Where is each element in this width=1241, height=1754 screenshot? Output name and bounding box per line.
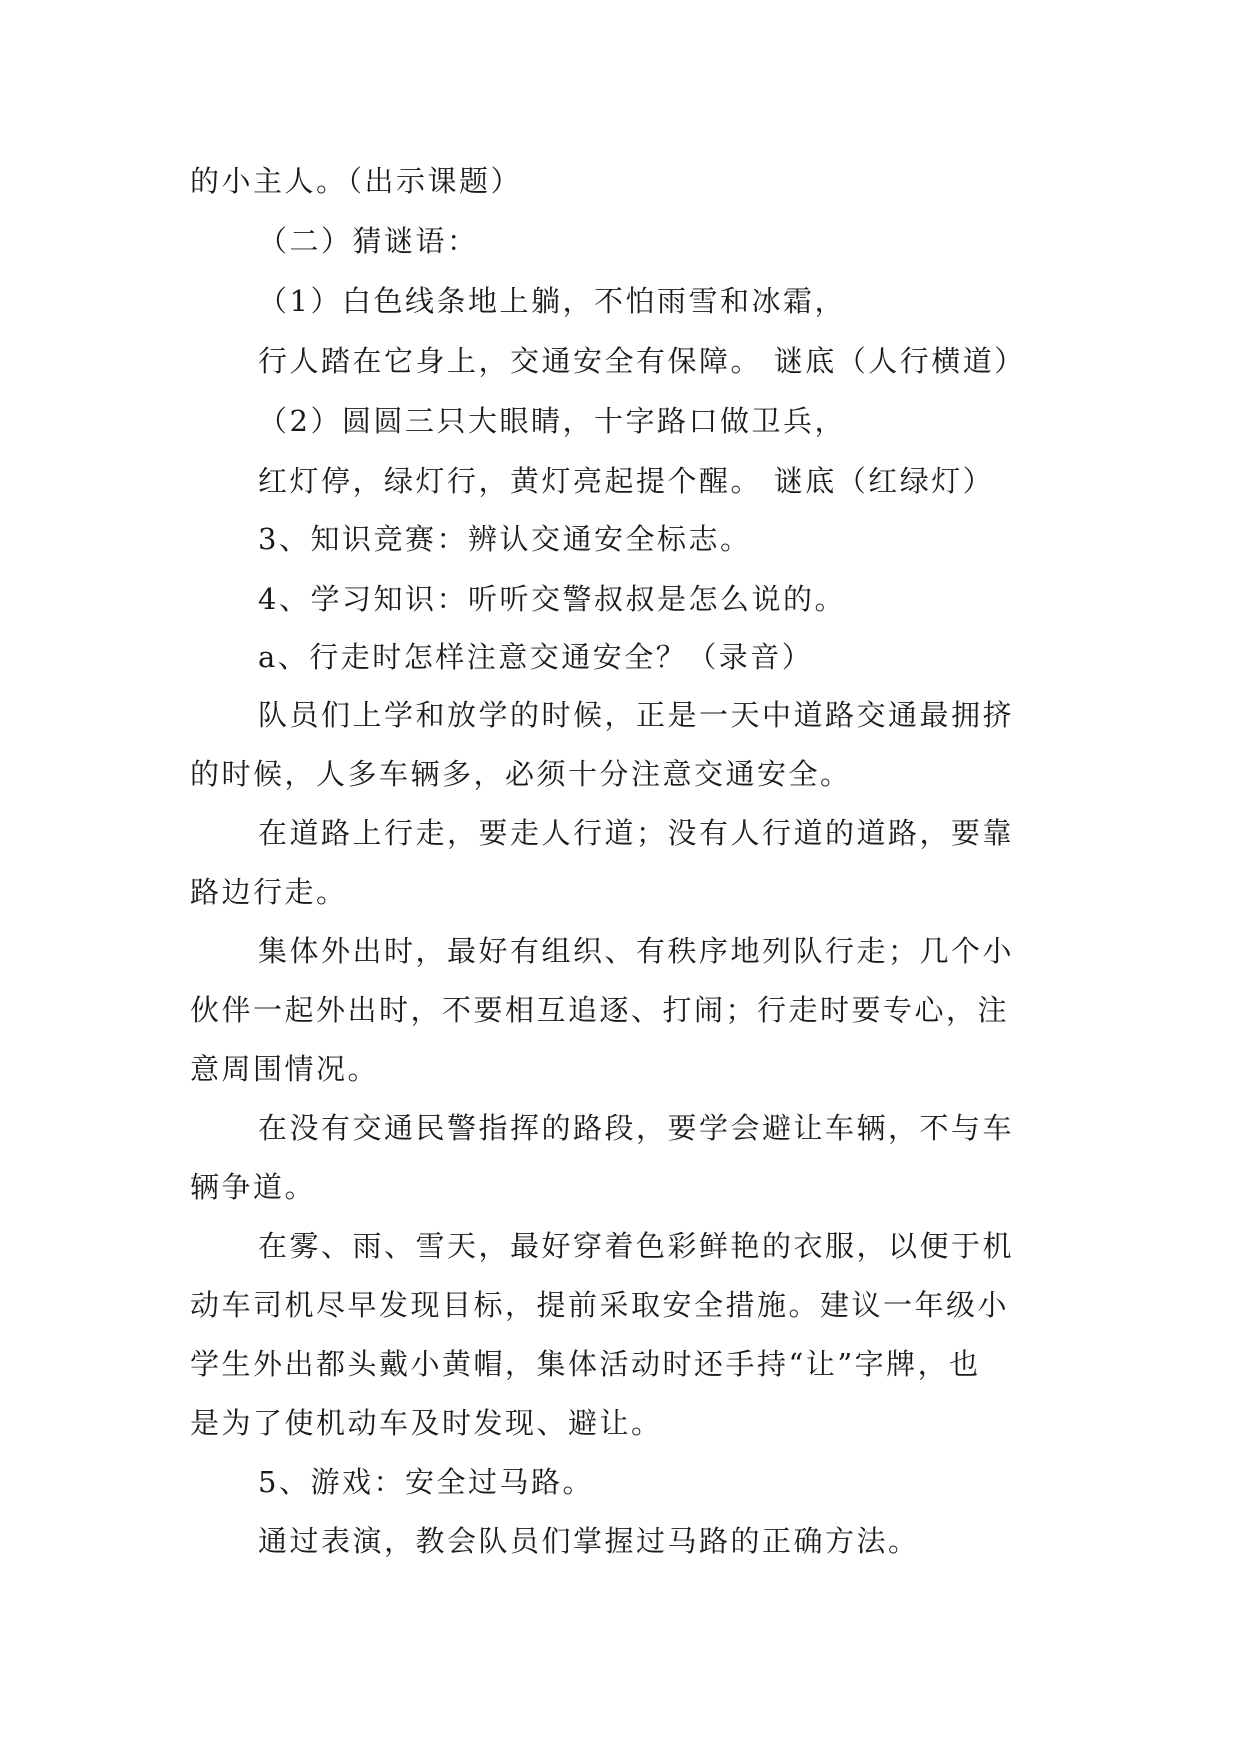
text-line-11: 的时候，人多车辆多，必须十分注意交通安全。 [190, 757, 852, 791]
text-line-8: 4、学习知识：听听交警叔叔是怎么说的。 [258, 582, 846, 616]
text-line-5: （2）圆圆三只大眼睛，十字路口做卫兵， [258, 404, 846, 438]
text-line-16: 意周围情况。 [190, 1052, 380, 1086]
text-line-2: （二）猜谜语： [258, 224, 479, 258]
text-line-10: 队员们上学和放学的时候，正是一天中道路交通最拥挤 [258, 698, 1015, 732]
text-line-1: 的小主人。（出示课题） [190, 164, 523, 198]
text-line-22: 是为了使机动车及时发现、避让。 [190, 1406, 663, 1440]
text-line-17: 在没有交通民警指挥的路段，要学会避让车辆，不与车 [258, 1111, 1015, 1145]
text-line-19: 在雾、雨、雪天，最好穿着色彩鲜艳的衣服，以便于机 [258, 1229, 1015, 1263]
text-line-21: 学生外出都头戴小黄帽，集体活动时还手持“让”字牌，也 [190, 1347, 981, 1381]
text-line-13: 路边行走。 [190, 875, 348, 909]
text-line-3: （1）白色线条地上躺，不怕雨雪和冰霜， [258, 284, 846, 318]
text-line-9: a、行走时怎样注意交通安全？（录音） [258, 640, 814, 674]
text-line-20: 动车司机尽早发现目标，提前采取安全措施。建议一年级小 [190, 1288, 1010, 1322]
text-line-15: 伙伴一起外出时，不要相互追逐、打闹；行走时要专心，注 [190, 993, 1010, 1027]
text-line-7: 3、知识竞赛：辨认交通安全标志。 [258, 522, 752, 556]
text-line-12: 在道路上行走，要走人行道；没有人行道的道路，要靠 [258, 816, 1015, 850]
text-line-24: 通过表演，教会队员们掌握过马路的正确方法。 [258, 1524, 920, 1558]
text-line-23: 5、游戏：安全过马路。 [258, 1465, 594, 1499]
text-line-18: 辆争道。 [190, 1170, 317, 1204]
text-line-6: 红灯停，绿灯行，黄灯亮起提个醒。 谜底（红绿灯） [258, 464, 995, 498]
text-line-4: 行人踏在它身上，交通安全有保障。 谜底（人行横道） [258, 344, 1026, 378]
text-line-14: 集体外出时，最好有组织、有秩序地列队行走；几个小 [258, 934, 1015, 968]
